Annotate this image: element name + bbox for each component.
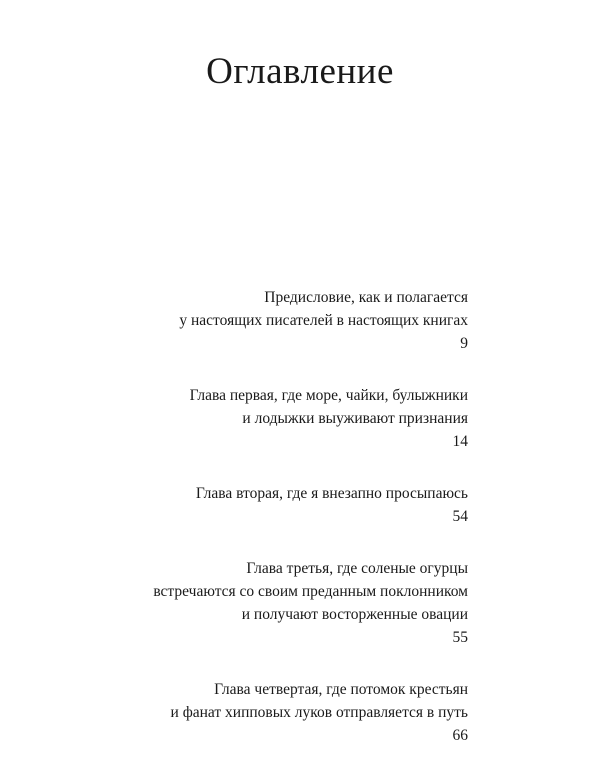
toc-entry-line: и получают восторженные овации	[241, 606, 468, 623]
table-of-contents	[108, 286, 468, 776]
toc-entry-chapter-4	[108, 678, 468, 747]
toc-page-number: 54	[452, 508, 468, 525]
toc-page-number: 14	[452, 433, 468, 450]
toc-entry-chapter-3	[108, 557, 468, 649]
page-title: Оглавление	[206, 51, 394, 92]
toc-entry-line: и лодыжки выуживают признания	[242, 410, 468, 427]
toc-page-number: 55	[452, 629, 468, 646]
toc-page-number: 9	[460, 335, 468, 352]
toc-entry-line: Глава первая, где море, чайки, булыжники	[189, 387, 468, 404]
toc-entry-line: Глава третья, где соленые огурцы	[246, 560, 468, 577]
toc-entry-line: встречаются со своим преданным поклонником	[153, 583, 468, 600]
toc-entry-line: у настоящих писателей в настоящих книгах	[179, 312, 468, 329]
toc-entry-line: Предисловие, как и полагается	[264, 289, 468, 306]
toc-entry-chapter-2	[108, 482, 468, 528]
toc-entry-line: Глава вторая, где я внезапно просыпаюсь	[195, 485, 468, 502]
toc-entry-preface	[108, 286, 468, 355]
toc-entry-chapter-1	[108, 384, 468, 453]
toc-page-number: 66	[452, 727, 468, 744]
toc-entry-line: Глава четвертая, где потомок крестьян	[214, 681, 468, 698]
toc-entry-line: и фанат хипповых луков отправляется в путь	[170, 704, 468, 721]
